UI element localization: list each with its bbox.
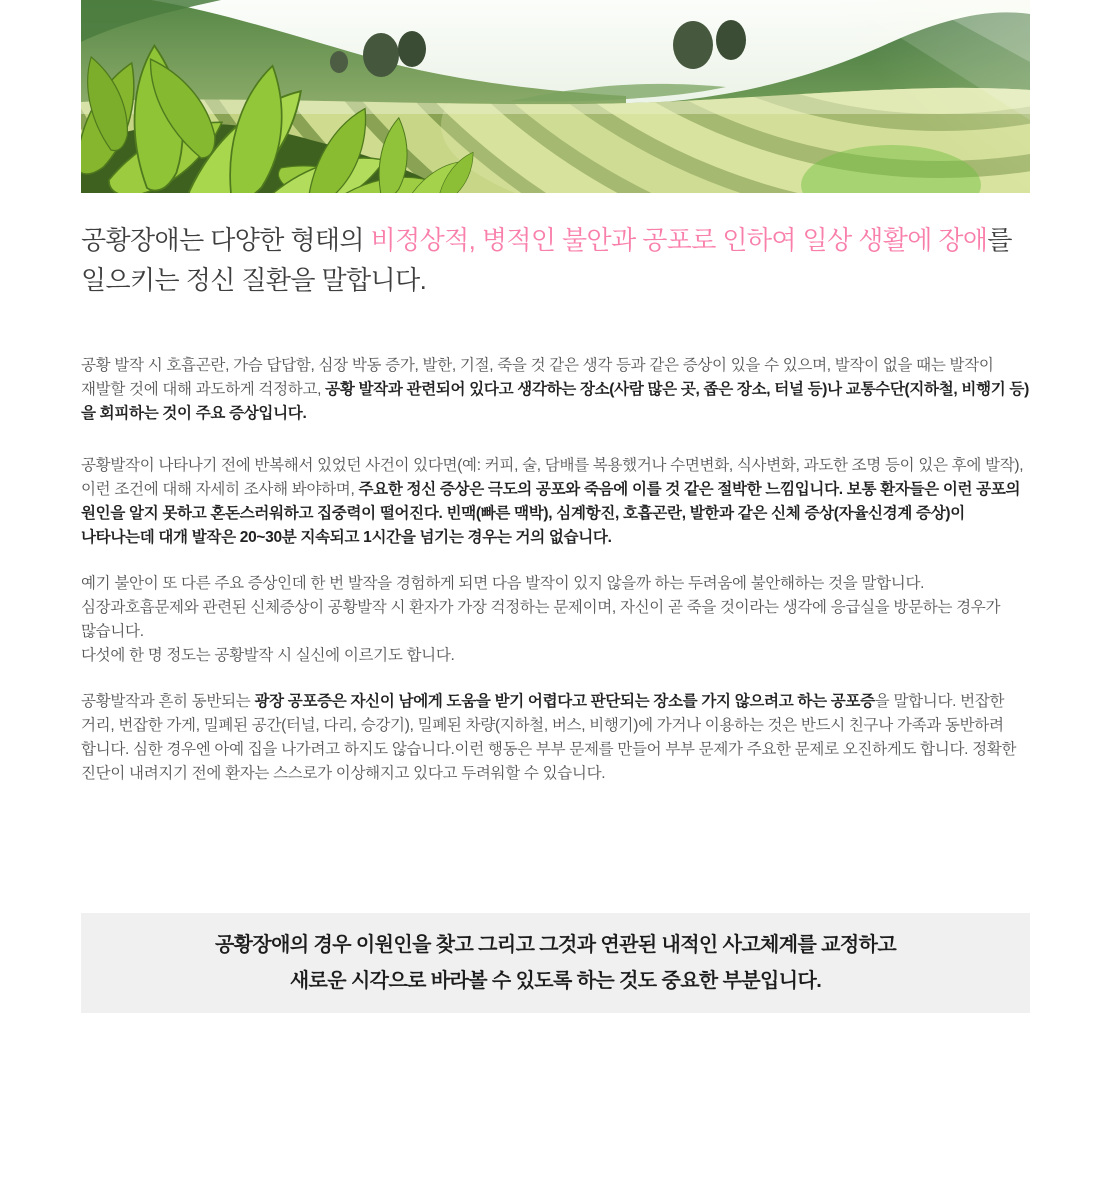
paragraph-text: 다섯에 한 명 정도는 공황발작 시 실신에 이르기도 합니다. <box>81 647 455 664</box>
paragraph-bold-text: 광장 공포증은 자신이 남에게 도움을 받기 어렵다고 판단되는 장소를 가지 않으려고 하는 공포증 <box>254 693 875 710</box>
callout-line-2: 새로운 시각으로 바라볼 수 있도록 하는 것도 중요한 부분입니다. <box>289 970 822 992</box>
hero-tea-field-image <box>81 0 1030 193</box>
content-container <box>81 0 1030 1013</box>
paragraph <box>81 572 1030 668</box>
paragraph-text: 공황발작이 나타나기 전에 반복해서 있었던 사건이 있다면(예: 커피, 술, 담배를 복용했거나 수면변화, 식사변화, 과도한 조명 등이 있은 후에 발작), 이런 조건에 대해 자세히 조사해 봐야하며, <box>81 457 1024 498</box>
callout-line-1: 공황장애의 경우 이원인을 찾고 그리고 그것과 연관된 내적인 사고체계를 교정하고 <box>214 934 897 956</box>
paragraph-bold-text: 주요한 정신 증상은 극도의 공포와 죽음에 이를 것 같은 절박한 느낌입니다. 보통 환자들은 이런 공포의 원인을 알지 못하고 혼돈스러워하고 집중력이 떨어진다. 빈맥(빠른 맥박), 심계항진, 호흡곤란, 발한과 같은 신체 증상(자율신경계 증상)이 나타나는데 대개 발작은 20~30분 지속되고 1시간을 넘기는 경우는 거의 없습니다. <box>81 481 1021 546</box>
body-paragraphs <box>81 354 1030 786</box>
paragraph-text: 공황 발작 시 호흡곤란, 가슴 답답함, 심장 박동 증가, 발한, 기절, 죽을 것 같은 생각 등과 같은 증상이 있을 수 있으며, 발작이 없을 때는 발작이 재발할 것에 대해 과도하게 걱정하고, <box>81 357 994 398</box>
callout-box <box>81 913 1030 1013</box>
page-title <box>81 220 1030 300</box>
paragraph-text: 공황발작과 흔히 동반되는 <box>81 693 255 710</box>
paragraph <box>81 354 1030 426</box>
paragraph-bold-text: 공황 발작과 관련되어 있다고 생각하는 장소(사람 많은 곳, 좁은 장소, 터널 등)나 교통수단(지하철, 비행기 등)을 회피하는 것이 주요 증상입니다. <box>81 381 1029 422</box>
paragraph <box>81 454 1030 550</box>
paragraph-text: 예기 불안이 또 다른 주요 증상인데 한 번 발작을 경험하게 되면 다음 발작이 있지 않을까 하는 두려움에 불안해하는 것을 말합니다. <box>81 575 925 592</box>
tea-field-illustration <box>81 0 1030 193</box>
page-title-highlight: 비정상적, 병적인 불안과 공포로 인하여 일상 생활에 장애 <box>370 225 988 255</box>
paragraph-text: 을 말합니다. 번잡한 거리, 번잡한 가게, 밀폐된 공간(터널, 다리, 승강기), 밀폐된 차량(지하철, 버스, 비행기)에 가거나 이용하는 것은 반드시 친구나 가족과 동반하려 합니다. 심한 경우엔 아예 집을 나가려고 하지도 않습니다.이런 행동은 부부 문제를 만들어 부부 문제가 주요한 문제로 오진하게도 합니다. 정확한 진단이 내려지기 전에 환자는 스스로가 이상해지고 있다고 두려워할 수 있습니다. <box>81 693 1017 782</box>
paragraph <box>81 690 1030 786</box>
paragraph-text: 심장과호흡문제와 관련된 신체증상이 공황발작 시 환자가 가장 걱정하는 문제이며, 자신이 곧 죽을 것이라는 생각에 응급실을 방문하는 경우가 많습니다. <box>81 599 1001 640</box>
page-title-suffix: 를 일으키는 정신 질환을 말합니다. <box>81 225 1012 295</box>
page-title-prefix: 공황장애는 다양한 형태의 <box>81 225 371 255</box>
